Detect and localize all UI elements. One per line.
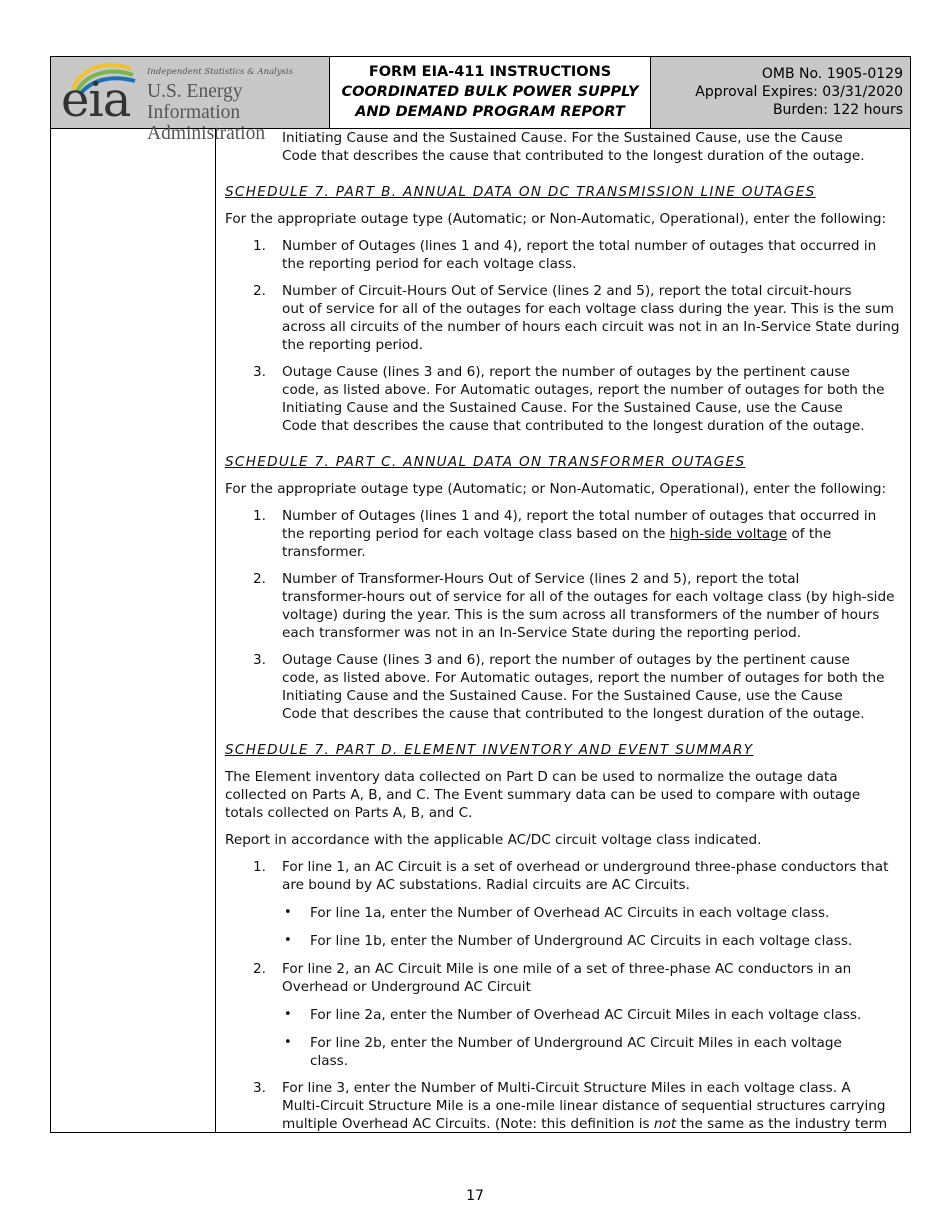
list-item-line: Number of Transformer-Hours Out of Service (lines 2 and 5), report the total — [282, 571, 800, 587]
list-item-line: across all circuits of the number of hours each circuit was not in an In-Service State during — [282, 319, 900, 335]
bullet-icon: • — [284, 933, 292, 948]
part-c-intro: For the appropriate outage type (Automatic; or Non-Automatic, Operational), enter the following: — [225, 481, 887, 497]
list-item-line: the reporting period. — [282, 337, 424, 353]
list-item-line: For line 2, an AC Circuit Mile is one mile of a set of three-phase AC conductors in an — [282, 961, 852, 977]
instructions-content — [216, 129, 910, 1132]
list-item-line: Multi-Circuit Structure Mile is a one-mile linear distance of sequential structures carrying — [282, 1098, 886, 1114]
text-fragment: the reporting period for each voltage class based on the — [282, 526, 670, 542]
list-item-line — [282, 1115, 887, 1132]
list-item-line: code, as listed above. For Automatic outages, report the number of outages for both the — [282, 670, 885, 686]
part-b-intro: For the appropriate outage type (Automatic; or Non-Automatic, Operational), enter the following: — [225, 211, 887, 227]
page-number: 17 — [466, 1188, 484, 1204]
eia-logo-cell — [51, 57, 330, 144]
list-item-line: For line 1, an AC Circuit is a set of overhead or underground three-phase conductors that — [282, 859, 889, 875]
omb-info-cell — [651, 57, 910, 128]
list-number: 2. — [253, 961, 266, 977]
text-fragment: multiple Overhead AC Circuits. (Note: this definition is — [282, 1116, 654, 1132]
agency-name-line2: Administration — [147, 123, 266, 144]
burden-hours: Burden: 122 hours — [772, 102, 903, 118]
bullet-item: For line 2a, enter the Number of Overhead AC Circuit Miles in each voltage class. — [310, 1007, 862, 1023]
text-fragment: of the — [787, 526, 832, 542]
list-item-line: transformer-hours out of service for all of the outages for each voltage class (by high-side — [282, 589, 895, 605]
list-item-line: Code that describes the cause that contributed to the longest duration of the outage. — [282, 418, 865, 434]
part-d-paragraph-line: totals collected on Parts A, B, and C. — [225, 805, 473, 821]
part-d-paragraph: Report in accordance with the applicable AC/DC circuit voltage class indicated. — [225, 832, 762, 848]
form-title: FORM EIA-411 INSTRUCTIONS — [368, 64, 612, 80]
list-item-line: Code that describes the cause that contributed to the longest duration of the outage. — [282, 706, 865, 722]
part-b-heading: SCHEDULE 7. PART B. ANNUAL DATA ON DC TRANSMISSION LINE OUTAGES — [225, 184, 816, 200]
list-number: 3. — [253, 652, 266, 668]
list-item-line: Outage Cause (lines 3 and 6), report the number of outages by the pertinent cause — [282, 652, 850, 668]
list-number: 3. — [253, 364, 266, 380]
list-number: 2. — [253, 283, 266, 299]
list-item-line: Number of Outages (lines 1 and 4), report the total number of outages that occurred in — [282, 238, 877, 254]
omb-number: OMB No. 1905-0129 — [761, 66, 903, 82]
list-item-line: Number of Circuit-Hours Out of Service (lines 2 and 5), report the total circuit-hours — [282, 283, 852, 299]
list-item-line: each transformer was not in an In-Service State during the reporting period. — [282, 625, 802, 641]
form-title-cell — [330, 57, 651, 128]
approval-expires: Approval Expires: 03/31/2020 — [695, 84, 903, 100]
continued-line: Initiating Cause and the Sustained Cause. For the Sustained Cause, use the Cause — [282, 130, 843, 146]
list-number: 2. — [253, 571, 266, 587]
form-subtitle-line2: AND DEMAND PROGRAM REPORT — [355, 104, 625, 120]
list-number: 1. — [253, 508, 266, 524]
bullet-item: class. — [310, 1053, 349, 1069]
bullet-item: For line 1a, enter the Number of Overhead AC Circuits in each voltage class. — [310, 905, 830, 921]
part-d-paragraph-line: The Element inventory data collected on Part D can be used to normalize the outage data — [225, 769, 838, 785]
emphasis-not: not — [653, 1116, 677, 1132]
list-item-line: Overhead or Underground AC Circuit — [282, 979, 531, 995]
bullet-item: For line 1b, enter the Number of Underground AC Circuits in each voltage class. — [310, 933, 853, 949]
part-c-heading: SCHEDULE 7. PART C. ANNUAL DATA ON TRANSFORMER OUTAGES — [225, 454, 746, 470]
list-number: 1. — [253, 859, 266, 875]
list-item-line: the reporting period for each voltage class. — [282, 256, 577, 272]
list-number: 3. — [253, 1080, 266, 1096]
list-item-line: Initiating Cause and the Sustained Cause. For the Sustained Cause, use the Cause — [282, 688, 843, 704]
bullet-item: For line 2b, enter the Number of Underground AC Circuit Miles in each voltage — [310, 1035, 842, 1051]
list-item-line: Outage Cause (lines 3 and 6), report the number of outages by the pertinent cause — [282, 364, 850, 380]
list-item-line: Number of Outages (lines 1 and 4), report the total number of outages that occurred in — [282, 508, 877, 524]
part-d-paragraph-line: collected on Parts A, B, and C. The Event summary data can be used to compare with outage — [225, 787, 861, 803]
list-number: 1. — [253, 238, 266, 254]
agency-tagline: Independent Statistics & Analysis — [147, 67, 293, 77]
list-item-line: For line 3, enter the Number of Multi-Circuit Structure Miles in each voltage class. A — [282, 1080, 851, 1096]
list-item-line: code, as listed above. For Automatic outages, report the number of outages for both the — [282, 382, 885, 398]
list-item-line: are bound by AC substations. Radial circuits are AC Circuits. — [282, 877, 690, 893]
text-fragment: the same as the industry term — [676, 1116, 888, 1132]
list-item-line: Initiating Cause and the Sustained Cause. For the Sustained Cause, use the Cause — [282, 400, 843, 416]
bullet-icon: • — [284, 905, 292, 920]
list-item-line — [282, 525, 831, 543]
continued-line: Code that describes the cause that contributed to the longest duration of the outage. — [282, 148, 865, 164]
list-item-line: transformer. — [282, 544, 366, 560]
form-subtitle-line1: COORDINATED BULK POWER SUPPLY — [341, 84, 639, 100]
instructions-table — [50, 129, 911, 1133]
left-column — [51, 129, 216, 1132]
list-item-line: out of service for all of the outages for each voltage class during the year. This is the sum — [282, 301, 894, 317]
eia-logo-letters: eia — [61, 72, 131, 128]
list-item-line: voltage) during the year. This is the sum across all transformers of the number of hours — [282, 607, 880, 623]
bullet-icon: • — [284, 1007, 292, 1022]
part-d-heading: SCHEDULE 7. PART D. ELEMENT INVENTORY AND EVENT SUMMARY — [225, 742, 754, 758]
bullet-icon: • — [284, 1035, 292, 1050]
agency-name-line1: U.S. Energy Information — [147, 81, 243, 123]
high-side-voltage-term: high-side voltage — [669, 526, 788, 542]
